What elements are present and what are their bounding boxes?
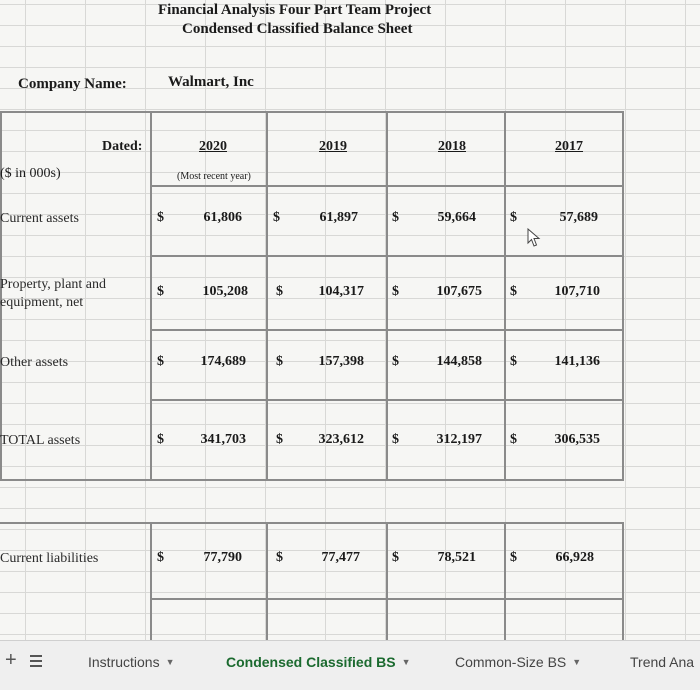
currency-sign: $ <box>392 210 399 225</box>
currency-sign: $ <box>392 432 399 447</box>
tab-label: Condensed Classified BS <box>226 654 396 670</box>
cell-value[interactable]: 306,535 <box>554 432 600 447</box>
cell-value[interactable]: 59,664 <box>437 210 476 225</box>
tab-trend-analysis[interactable]: Trend Ana <box>630 654 695 670</box>
cell-value[interactable]: 57,689 <box>559 210 598 225</box>
cell-value[interactable]: 77,477 <box>321 550 360 565</box>
grid-line <box>504 111 506 481</box>
row-label-current-assets[interactable]: Current assets <box>0 211 79 226</box>
currency-sign: $ <box>273 210 280 225</box>
sheet-subtitle: Condensed Classified Balance Sheet <box>182 21 413 37</box>
cell-value[interactable]: 323,612 <box>318 432 364 447</box>
currency-sign: $ <box>510 432 517 447</box>
chevron-down-icon[interactable]: ▼ <box>572 657 582 667</box>
row-label-ppe-line1: Property, plant and <box>0 277 107 292</box>
currency-sign: $ <box>392 550 399 565</box>
grid-line <box>150 329 624 331</box>
grid-line <box>266 111 268 481</box>
cell-value[interactable]: 105,208 <box>202 284 248 299</box>
all-sheets-menu-icon[interactable] <box>30 655 42 670</box>
sheet-title: Financial Analysis Four Part Team Project <box>158 2 432 18</box>
year-header-2018[interactable]: 2018 <box>438 139 466 154</box>
grid-line <box>150 185 624 187</box>
currency-sign: $ <box>276 284 283 299</box>
currency-sign: $ <box>157 550 164 565</box>
cell-value[interactable]: 78,521 <box>437 550 476 565</box>
grid-line <box>150 399 624 401</box>
chevron-down-icon[interactable]: ▼ <box>165 657 175 667</box>
grid-line <box>266 522 268 640</box>
row-label-other-assets[interactable]: Other assets <box>0 355 69 370</box>
currency-sign: $ <box>510 284 517 299</box>
currency-sign: $ <box>276 354 283 369</box>
cell-value[interactable]: 157,398 <box>318 354 364 369</box>
dated-label: Dated: <box>102 139 143 154</box>
currency-sign: $ <box>510 354 517 369</box>
currency-sign: $ <box>157 432 164 447</box>
currency-sign: $ <box>510 550 517 565</box>
grid-line <box>504 522 506 640</box>
grid-line <box>150 522 152 640</box>
grid-line <box>150 255 624 257</box>
tab-label: Instructions <box>88 654 160 670</box>
cell-value[interactable]: 174,689 <box>200 354 246 369</box>
grid-line <box>386 111 388 481</box>
cell-value[interactable]: 107,710 <box>554 284 600 299</box>
currency-sign: $ <box>157 284 164 299</box>
cell-value[interactable]: 61,806 <box>203 210 242 225</box>
year-header-2020[interactable]: 2020 <box>199 139 227 154</box>
currency-sign: $ <box>157 354 164 369</box>
cell-value[interactable]: 107,675 <box>436 284 482 299</box>
grid-line <box>150 598 624 600</box>
year-header-2017[interactable]: 2017 <box>555 139 583 154</box>
chevron-down-icon[interactable]: ▼ <box>401 657 411 667</box>
company-name-label: Company Name: <box>18 76 127 92</box>
cell-value[interactable]: 341,703 <box>200 432 246 447</box>
row-label-total-assets[interactable]: TOTAL assets <box>0 433 81 448</box>
row-label-current-liabilities[interactable]: Current liabilities <box>0 551 99 566</box>
row-label-ppe[interactable] <box>0 276 106 312</box>
cell-value[interactable]: 66,928 <box>555 550 594 565</box>
liabilities-table <box>0 522 624 640</box>
tab-common-size-bs[interactable] <box>455 654 581 670</box>
grid-line <box>150 111 152 481</box>
cell-value[interactable]: 77,790 <box>203 550 242 565</box>
currency-sign: $ <box>510 210 517 225</box>
company-name-value[interactable]: Walmart, Inc <box>168 74 254 90</box>
most-recent-note: (Most recent year) <box>177 171 251 182</box>
currency-sign: $ <box>276 432 283 447</box>
mouse-cursor-icon <box>527 228 541 248</box>
currency-sign: $ <box>276 550 283 565</box>
year-header-2019[interactable]: 2019 <box>319 139 347 154</box>
cell-value[interactable]: 312,197 <box>436 432 482 447</box>
cell-value[interactable]: 141,136 <box>554 354 600 369</box>
sheet-tab-bar <box>0 640 700 690</box>
currency-sign: $ <box>392 284 399 299</box>
tab-label: Common-Size BS <box>455 654 567 670</box>
cell-value[interactable]: 61,897 <box>319 210 358 225</box>
tab-instructions[interactable] <box>88 654 175 670</box>
currency-sign: $ <box>157 210 164 225</box>
currency-sign: $ <box>392 354 399 369</box>
units-label: ($ in 000s) <box>0 166 61 181</box>
grid-line <box>386 522 388 640</box>
tab-condensed-classified-bs[interactable] <box>226 654 411 670</box>
cell-value[interactable]: 144,858 <box>436 354 482 369</box>
cell-value[interactable]: 104,317 <box>318 284 364 299</box>
row-label-ppe-line2: equipment, net <box>0 295 84 310</box>
add-sheet-icon[interactable]: + <box>5 649 17 671</box>
